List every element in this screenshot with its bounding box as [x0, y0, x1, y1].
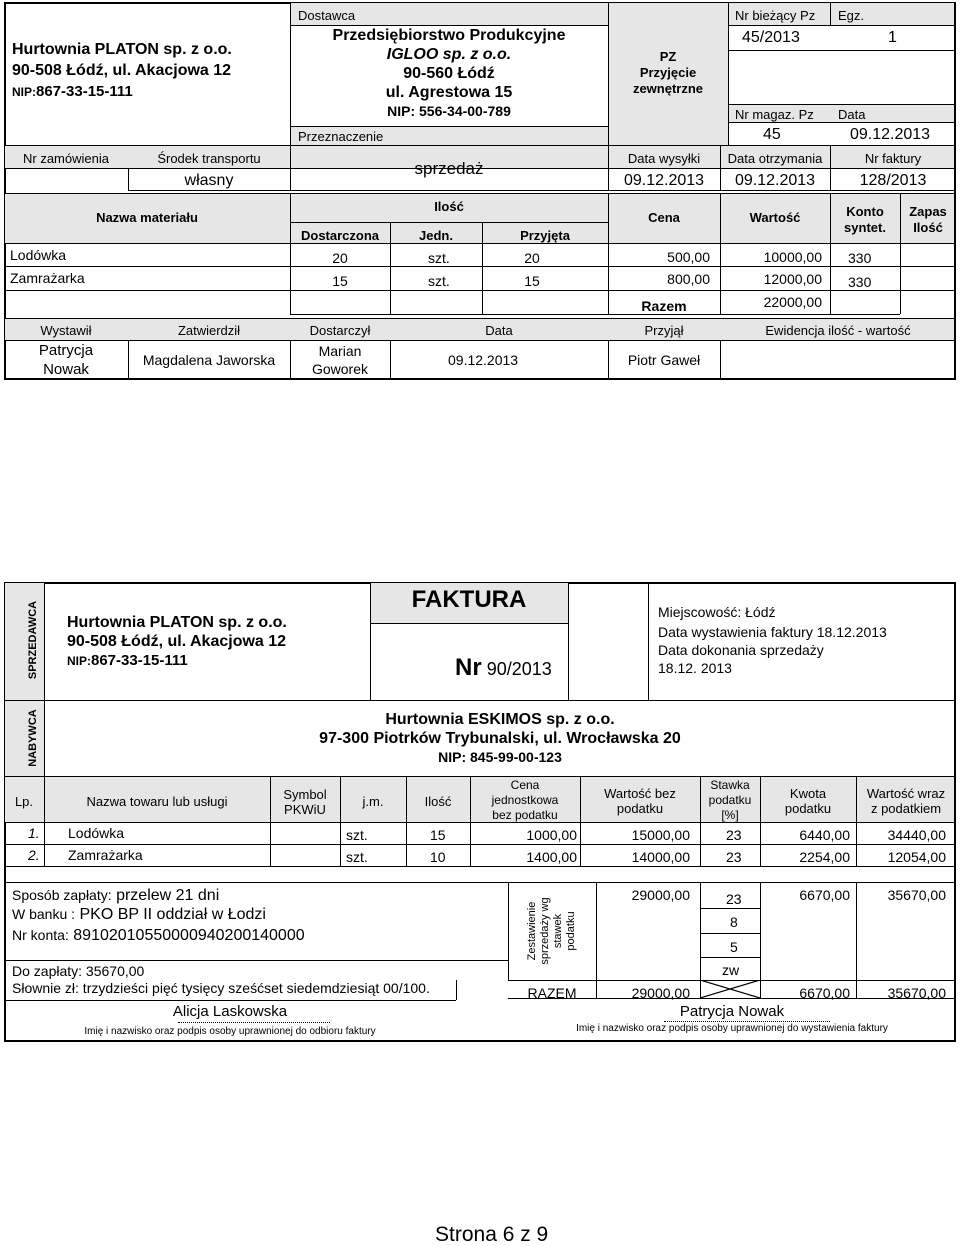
issuer-caption: Imię i nazwisko oraz podpis osoby uprawnionej do wystawienia faktury	[576, 1023, 888, 1034]
summary-23-rate: 23	[726, 891, 742, 907]
payment-method: Sposób zapłaty: przelew 21 dni	[12, 887, 220, 904]
pz-supplier-line1: Przedsiębiorstwo Produkcyjne	[332, 27, 566, 44]
pz-doc-type-2: Przyjęcie	[639, 65, 697, 80]
pz-supplier-line2: IGLOO sp. z o.o.	[386, 46, 512, 63]
pz-item-1-name: Lodówka	[10, 247, 67, 263]
pz-item-1-delivered: 20	[332, 250, 348, 266]
inv-total-label: RAZEM	[527, 985, 577, 1001]
pz-item-1-value: 10000,00	[763, 249, 822, 265]
pz-header-value: Wartość	[749, 210, 801, 225]
pz-receive-date-label: Data otrzymania	[727, 151, 823, 166]
payment-bank: W banku : PKO BP II oddział w Łodzi	[12, 906, 266, 923]
inv-item-1-gross: 34440,00	[887, 827, 946, 843]
inv-header-net-1: Wartość bez	[604, 786, 676, 801]
inv-total-net: 29000,00	[631, 985, 690, 1001]
summary-8-rate: 8	[730, 914, 738, 930]
pz-footer-delivered-label: Dostarczył	[309, 323, 371, 338]
pz-item-1-unit: szt.	[428, 250, 450, 266]
inv-item-2-gross: 12054,00	[887, 849, 946, 865]
inv-header-price-3: bez podatku	[492, 808, 558, 822]
invoice-sale-date: 18.12. 2013	[658, 660, 732, 676]
pz-purpose: sprzedaż	[414, 159, 484, 178]
buyer-vertical-label: NABYWCA	[27, 709, 39, 767]
inv-item-2-jm: szt.	[346, 849, 368, 865]
pz-item-2-delivered: 15	[332, 273, 348, 289]
pz-item-1-accepted: 20	[524, 250, 540, 266]
inv-item-1-price: 1000,00	[526, 827, 577, 843]
pz-item-1-account: 330	[848, 250, 872, 266]
pz-footer-received: Piotr Gaweł	[627, 352, 701, 368]
pz-header-material: Nazwa materiału	[96, 210, 198, 225]
pz-date: 09.12.2013	[850, 126, 931, 143]
pz-footer-issued-label: Wystawił	[40, 323, 92, 338]
invoice-number: Nr 90/2013	[455, 654, 552, 681]
inv-header-net-2: podatku	[616, 801, 664, 816]
inv-seller-address: 90-508 Łódź, ul. Akacjowa 12	[67, 633, 287, 650]
receiver-caption: Imię i nazwisko oraz podpis osoby uprawnionej do odbioru faktury	[84, 1026, 376, 1037]
inv-header-symbol-1: Symbol	[283, 787, 327, 802]
pz-header-account-2: syntet.	[844, 220, 886, 235]
pz-doc-type-3: zewnętrzne	[632, 81, 704, 96]
pz-item-1-price: 500,00	[667, 249, 710, 265]
inv-header-gross-2: z podatkiem	[870, 801, 942, 816]
inv-header-price-1: Cena	[510, 778, 540, 792]
pz-receive-date: 09.12.2013	[734, 172, 816, 189]
amount-in-words: Słownie zł: trzydzieści pięć tysięcy sześćset siedemdziesiąt 00/100.	[12, 980, 430, 996]
inv-item-2-net: 14000,00	[631, 849, 690, 865]
pz-item-2-accepted: 15	[524, 273, 540, 289]
pz-current-no: 45/2013	[742, 29, 800, 46]
inv-header-symbol-2: PKWiU	[284, 802, 326, 817]
inv-header-tax-1: Kwota	[789, 786, 827, 801]
summary-5-rate: 5	[730, 939, 738, 955]
buyer-name: Hurtownia ESKIMOS sp. z o.o.	[385, 711, 615, 728]
pz-header-account-1: Konto	[846, 204, 884, 219]
inv-total-tax: 6670,00	[799, 985, 850, 1001]
pz-doc-type-1: PZ	[659, 49, 677, 64]
pz-invoice-no-label: Nr faktury	[864, 151, 922, 166]
receiver-name: Alicja Laskowska	[172, 1003, 288, 1020]
inv-header-gross-1: Wartość wraz	[866, 786, 946, 801]
pz-date-label: Data	[838, 107, 866, 122]
pz-warehouse-no-label: Nr magaz. Pz	[735, 107, 814, 122]
pz-total-label: Razem	[641, 298, 687, 314]
inv-item-1-name: Lodówka	[68, 825, 125, 841]
inv-header-price-2: jednostkowa	[491, 793, 559, 807]
inv-item-2-name: Zamrażarka	[68, 847, 143, 863]
pz-supplier-nip: NIP: 556-34-00-789	[387, 103, 511, 119]
summary-vertical-label: Zestawienie sprzedaży wg stawek podatku	[526, 897, 577, 965]
pz-header-delivered: Dostarczona	[300, 228, 380, 243]
pz-footer-date-label: Data	[485, 323, 513, 338]
summary-zw-rate: zw	[722, 962, 740, 978]
inv-item-1-net: 15000,00	[631, 827, 690, 843]
pz-header-qty: Ilość	[434, 199, 464, 214]
inv-item-2-tax: 2254,00	[799, 849, 850, 865]
summary-23-gross: 35670,00	[887, 887, 946, 903]
payment-account: Nr konta: 89102010550000940200140000	[12, 927, 305, 944]
summary-23-net: 29000,00	[631, 887, 690, 903]
invoice-issue-date: Data wystawienia faktury 18.12.2013	[658, 624, 887, 640]
inv-item-1-jm: szt.	[346, 827, 368, 843]
pz-purpose-label: Przeznaczenie	[298, 129, 384, 144]
inv-item-2-qty: 10	[430, 849, 446, 865]
inv-seller-nip: NIP:867-33-15-111	[67, 652, 188, 669]
inv-item-2-lp: 2.	[28, 847, 40, 863]
pz-footer-received-label: Przyjął	[644, 323, 684, 338]
inv-item-2-price: 1400,00	[526, 849, 577, 865]
inv-header-rate-2: podatku	[708, 793, 752, 807]
invoice-sale-date-label: Data dokonania sprzedaży	[658, 642, 824, 658]
pz-seller-nip: NIP:867-33-15-111	[12, 83, 133, 100]
inv-header-qty: Ilość	[424, 794, 452, 809]
pz-item-2-account: 330	[848, 274, 872, 290]
inv-total-gross: 35670,00	[887, 985, 946, 1001]
inv-item-1-qty: 15	[430, 827, 446, 843]
pz-header-stock-1: Zapas	[909, 204, 947, 219]
page-number: Strona 6 z 9	[435, 1223, 549, 1246]
pz-copy: 1	[888, 29, 897, 46]
pz-header-accepted: Przyjęta	[520, 228, 570, 243]
pz-header-unit: Jedn.	[419, 228, 453, 243]
invoice-place: Miejscowość: Łódź	[658, 604, 776, 620]
invoice-title: FAKTURA	[411, 586, 527, 613]
pz-ship-date: 09.12.2013	[623, 172, 705, 189]
pz-seller-address: 90-508 Łódź, ul. Akacjowa 12	[12, 62, 232, 79]
pz-footer-approved: Magdalena Jaworska	[142, 352, 276, 368]
pz-order-no-label: Nr zamówienia	[23, 151, 109, 166]
pz-copy-label: Egz.	[838, 8, 865, 23]
pz-footer-delivered-1: Marian	[318, 343, 362, 359]
to-pay: Do zapłaty: 35670,00	[12, 963, 145, 979]
pz-footer-approved-label: Zatwierdził	[177, 323, 241, 338]
buyer-nip: NIP: 845-99-00-123	[438, 749, 562, 765]
pz-footer-date: 09.12.2013	[448, 352, 519, 368]
pz-header-price: Cena	[648, 210, 680, 225]
pz-ship-date-label: Data wysyłki	[627, 151, 701, 166]
pz-item-2-value: 12000,00	[763, 271, 822, 287]
inv-header-name: Nazwa towaru lub usługi	[86, 794, 228, 809]
cross-mark	[700, 980, 760, 998]
pz-supplier-line3: 90-560 Łódź	[403, 65, 495, 82]
pz-item-2-unit: szt.	[428, 273, 450, 289]
inv-seller-name: Hurtownia PLATON sp. z o.o.	[67, 614, 287, 631]
inv-item-2-rate: 23	[726, 849, 742, 865]
inv-item-1-rate: 23	[726, 827, 742, 843]
inv-header-lp: Lp.	[14, 794, 34, 809]
buyer-address: 97-300 Piotrków Trybunalski, ul. Wrocławska 20	[319, 730, 681, 747]
pz-supplier-line4: ul. Agrestowa 15	[385, 84, 513, 101]
pz-footer-records-label: Ewidencja ilość - wartość	[765, 323, 911, 338]
seller-vertical-label: SPRZEDAWCA	[27, 600, 39, 680]
pz-item-2-name: Zamrażarka	[10, 270, 85, 286]
pz-transport-label: Środek transportu	[157, 151, 261, 166]
pz-header-stock-2: Ilość	[913, 220, 943, 235]
pz-seller-name: Hurtownia PLATON sp. z o.o.	[12, 41, 232, 58]
pz-invoice-no: 128/2013	[859, 172, 927, 189]
pz-transport: własny	[184, 172, 234, 189]
inv-header-rate-1: Stawka	[710, 778, 750, 792]
pz-footer-issued-1: Patrycja	[38, 342, 94, 359]
inv-header-rate-3: [%]	[721, 808, 739, 822]
inv-header-tax-2: podatku	[784, 801, 832, 816]
pz-supplier-label: Dostawca	[298, 8, 356, 23]
pz-current-no-label: Nr bieżący Pz	[735, 8, 816, 23]
inv-header-jm: j.m.	[362, 794, 384, 809]
pz-item-2-price: 800,00	[667, 271, 710, 287]
pz-warehouse-no: 45	[763, 126, 781, 143]
issuer-name: Patrycja Nowak	[679, 1003, 785, 1020]
inv-item-1-tax: 6440,00	[799, 827, 850, 843]
inv-item-1-lp: 1.	[28, 825, 40, 841]
summary-23-tax: 6670,00	[799, 887, 850, 903]
pz-footer-delivered-2: Goworek	[311, 361, 369, 377]
pz-footer-issued-2: Nowak	[43, 361, 89, 378]
pz-total: 22000,00	[763, 294, 822, 310]
